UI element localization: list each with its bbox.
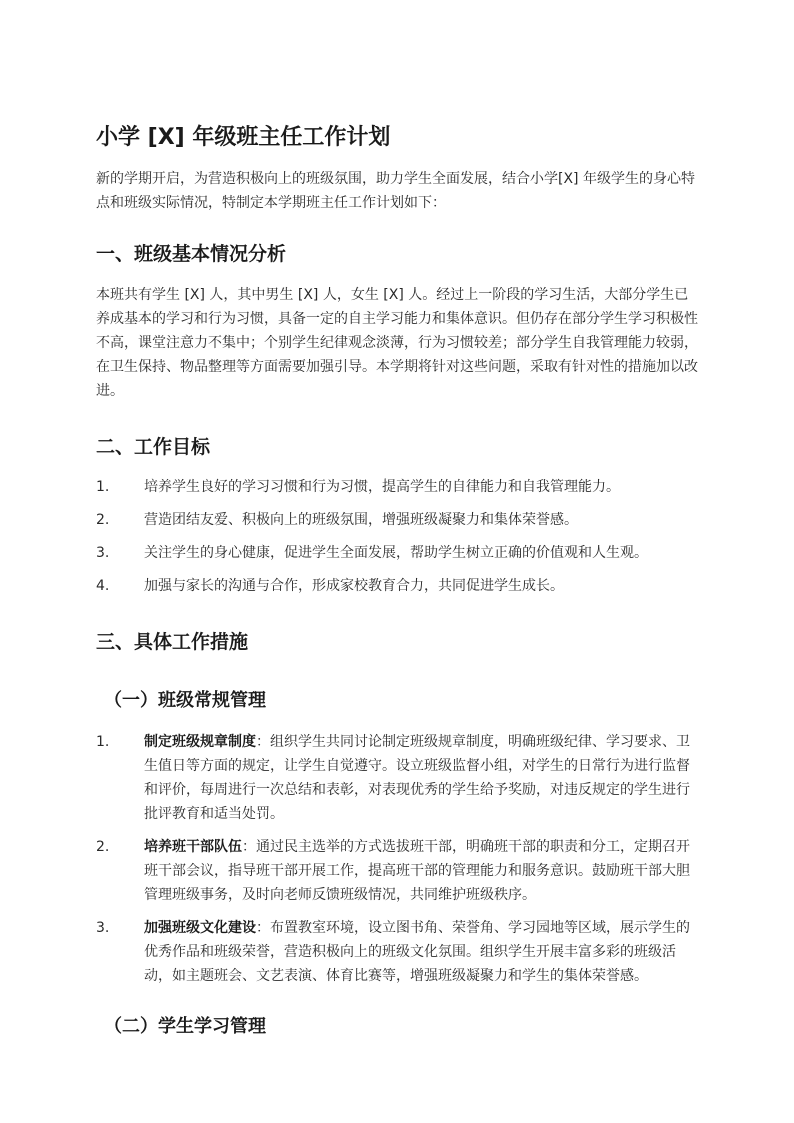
list-number: 2.	[96, 512, 110, 528]
list-item	[96, 541, 700, 565]
subsection-heading-class-routine: （一）班级常规管理	[104, 690, 266, 711]
goals-list	[96, 475, 700, 598]
list-item	[96, 574, 700, 598]
list-item-text: 培养学生良好的学习习惯和行为习惯，提高学生的自律能力和自我管理能力。	[144, 479, 620, 495]
section-heading-class-analysis: 一、班级基本情况分析	[96, 243, 287, 265]
list-number: 4.	[96, 578, 110, 594]
list-item	[96, 508, 700, 532]
subsection-heading-study-management: （二）学生学习管理	[104, 1016, 266, 1037]
list-item	[96, 475, 700, 499]
document-page	[96, 122, 700, 1041]
section-heading-goals: 二、工作目标	[96, 436, 211, 458]
routine-measures-list	[96, 730, 700, 988]
list-number: 1.	[96, 734, 110, 750]
list-item-text: 关注学生的身心健康，促进学生全面发展，帮助学生树立正确的价值观和人生观。	[144, 545, 648, 561]
intro-paragraph: 新的学期开启，为营造积极向上的班级氛围，助力学生全面发展，结合小学[X] 年级学生的身心特点和班级实际情况，特制定本学期班主任工作计划如下：	[96, 171, 695, 211]
list-item	[96, 835, 700, 907]
list-number: 1.	[96, 479, 110, 495]
class-analysis-paragraph: 本班共有学生 [X] 人，其中男生 [X] 人，女生 [X] 人。经过上一阶段的学习生活，大部分学生已养成基本的学习和行为习惯，具备一定的自主学习能力和集体意识。但仍存在部分学生学习积极性不高，课堂注意力不集中；个别学生纪律观念淡薄，行为习惯较差；部分学生自我管理能力较弱，在卫生保持、物品整理等方面需要加强引导。本学期将针对这些问题，采取有针对性的措施加以改进。	[96, 287, 698, 399]
list-item-text: ：通过民主选举的方式选拔班干部，明确班干部的职责和分工，定期召开班干部会议，指导班干部开展工作，提高班干部的管理能力和服务意识。鼓励班干部大胆管理班级事务，及时向老师反馈班级情况，共同维护班级秩序。	[144, 839, 690, 903]
list-item-text: 加强与家长的沟通与合作，形成家校教育合力，共同促进学生成长。	[144, 578, 564, 594]
list-item-text: ：布置教室环境，设立图书角、荣誉角、学习园地等区域，展示学生的优秀作品和班级荣誉，营造积极向上的班级文化氛围。组织学生开展丰富多彩的班级活动，如主题班会、文艺表演、体育比赛等，增强班级凝聚力和学生的集体荣誉感。	[144, 920, 690, 984]
list-item	[96, 916, 700, 988]
list-item-text: 营造团结友爱、积极向上的班级氛围，增强班级凝聚力和集体荣誉感。	[144, 512, 578, 528]
list-item-term: 制定班级规章制度	[144, 734, 256, 750]
section-heading-measures: 三、具体工作措施	[96, 631, 249, 653]
document-title: 小学 [X] 年级班主任工作计划	[96, 125, 391, 150]
list-number: 3.	[96, 545, 110, 561]
list-number: 2.	[96, 839, 110, 855]
list-number: 3.	[96, 920, 110, 936]
list-item-text: ：组织学生共同讨论制定班级规章制度，明确班级纪律、学习要求、卫生值日等方面的规定，让学生自觉遵守。设立班级监督小组，对学生的日常行为进行监督和评价，每周进行一次总结和表彰，对表现优秀的学生给予奖励，对违反规定的学生进行批评教育和适当处罚。	[144, 734, 690, 822]
list-item	[96, 730, 700, 826]
list-item-term: 培养班干部队伍	[144, 839, 242, 855]
list-item-term: 加强班级文化建设	[144, 920, 256, 936]
